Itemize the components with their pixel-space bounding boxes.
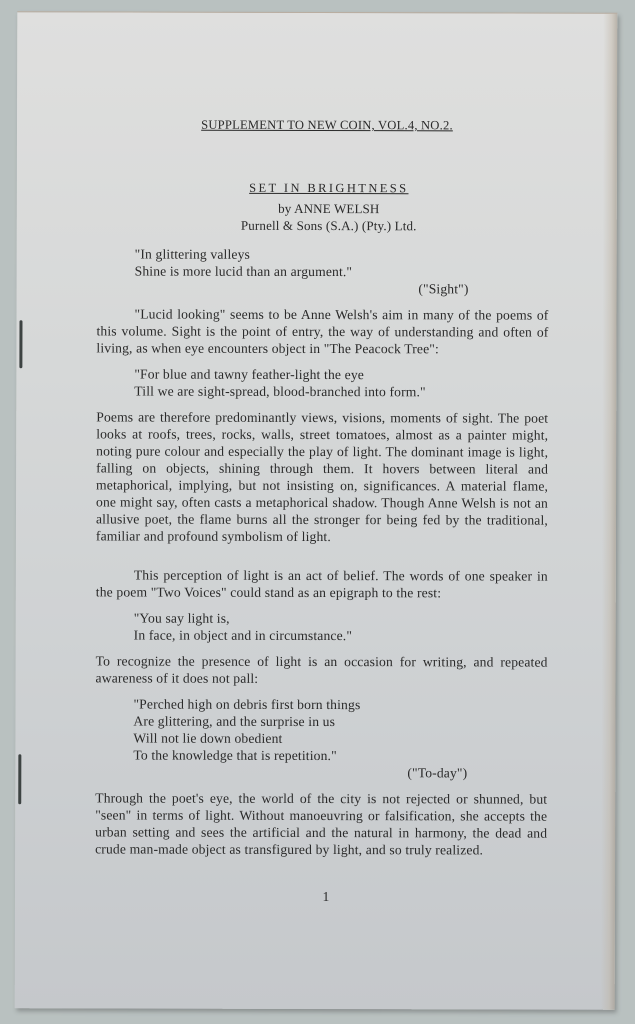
quote-line: To the knowledge that is repetition." <box>133 747 337 764</box>
quote-line: Are glittering, and the surprise in us <box>133 713 336 730</box>
document-page <box>15 11 618 1010</box>
quote-line: Till we are sight-spread, blood-branched into form." <box>134 383 426 400</box>
quote-attribution: ("To-day") <box>407 765 468 781</box>
page-content <box>95 116 549 905</box>
paragraph: "Lucid looking" seems to be Anne Welsh's aim in many of the poems of this volume. Sight is the point of entry, the way of understanding and often of living, as when eye encounters object in "The Peacock Tree": <box>96 306 549 357</box>
quote-line: "In glittering valleys <box>134 246 251 262</box>
paragraph: To recognize the presence of light is an occasion for writing, and repeated awareness of it does not pall: <box>95 653 548 686</box>
byline: by ANNE WELSH <box>278 200 380 217</box>
review-title: SET IN BRIGHTNESS <box>249 180 409 196</box>
quote-line: Shine is more lucid than an argument." <box>134 263 353 280</box>
block-quote <box>95 695 547 764</box>
epigraph-quote <box>97 245 549 280</box>
publisher: Purnell & Sons (S.A.) (Pty.) Ltd. <box>240 217 417 234</box>
block-quote <box>96 609 548 644</box>
block-quote <box>96 365 548 400</box>
paragraph: This perception of light is an act of belief. The words of one speaker in the poem "Two Voices" could stand as an epigraph to the rest: <box>95 567 548 601</box>
paragraph: Through the poet's eye, the world of the city is not rejected or shunned, but "seen" in terms of light. Without manoeuvring or falsification, she accepts the urban setting and sees the artificial and the natural in harmony, the dead and crude man-made object as transfigured by light, and so truly realized. <box>95 790 548 858</box>
quote-line: "You say light is, <box>133 610 230 626</box>
quote-attribution: ("Sight") <box>418 281 469 297</box>
quote-line: Will not lie down obedient <box>133 730 283 746</box>
paragraph: Poems are therefore predominantly views, visions, moments of sight. The poet looks at roofs, trees, rocks, walls, street tomatoes, almost as a painter might, noting pure colour and especially the play of light. The dominant image is light, falling on objects, shining through them. It hovers between literal and metaphorical, implying, but not insisting on, significances. A material flame, one might say, often casts a metaphorical shadow. Though Anne Welsh is not an allusive poet, the flame burns all the stronger for being fed by the traditional, familiar and profound symbolism of light. <box>95 409 549 545</box>
page-number: 1 <box>322 889 330 905</box>
quote-line: "Perched high on debris first born things <box>133 696 361 713</box>
quote-line: In face, in object and in circumstance." <box>133 627 353 644</box>
staple-mark <box>18 754 21 804</box>
quote-line: "For blue and tawny feather-light the eye <box>134 366 364 383</box>
supplement-heading: SUPPLEMENT TO NEW COIN, VOL.4, NO.2. <box>201 117 453 133</box>
staple-mark <box>19 320 22 368</box>
